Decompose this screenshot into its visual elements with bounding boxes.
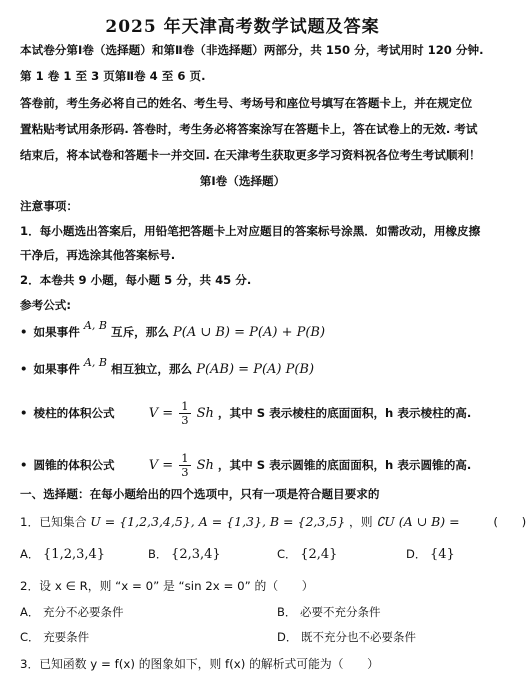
formula-2-vars: A, B — [83, 356, 107, 369]
section1-title: 第Ⅰ卷（选择题） — [199, 174, 286, 188]
part1-title: 一、选择题：在每小题给出的四个选项中，只有一项是符合题目要求的 — [20, 487, 380, 501]
formula-1-mid: 互斥，那么 — [110, 325, 169, 339]
formula-2-expr: P(AB) = P(A) P(B) — [196, 362, 315, 377]
question-1-post: ，则 — [348, 515, 373, 529]
intro-line-4: 置粘贴考试用条形码. 答卷时，考生务必将答案涂写在答题卡上，答在试卷上的无效. 考试 — [20, 122, 478, 136]
option-label: D． — [406, 547, 427, 561]
formula-3-lhs: V = — [148, 406, 174, 421]
formula-3-fraction — [179, 400, 190, 427]
notice-title: 注意事项： — [20, 199, 78, 213]
formula-row-4 — [20, 451, 472, 479]
intro-line-3: 答卷前，考生务必将自己的姓名、考生号、考场号和座位号填写在答题卡上，并在规定位 — [20, 96, 473, 110]
formula-3-rhs: Sh — [196, 406, 214, 421]
formula-1-expr: P(A ∪ B) = P(A) + P(B) — [173, 325, 326, 340]
question-2-option-c — [20, 629, 89, 645]
notice-line-2: 干净后，再选涂其他答案标号. — [20, 248, 176, 262]
intro-line-2: 第 1 卷 1 至 3 页第Ⅱ卷 4 至 6 页. — [20, 69, 206, 83]
formula-row-2 — [20, 356, 468, 377]
question-1-option-c — [277, 546, 337, 562]
formula-title: 参考公式: — [20, 298, 72, 312]
fraction-denominator: 3 — [181, 465, 189, 479]
formula-2-mid: 相互独立，那么 — [110, 362, 193, 376]
question-2-option-d — [277, 629, 416, 645]
option-text: {2,4} — [300, 547, 338, 562]
bullet: • — [20, 325, 28, 339]
question-2-option-a — [20, 604, 124, 620]
option-text: 既不充分也不必要条件 — [301, 630, 417, 644]
formula-row-3 — [20, 399, 472, 427]
bullet: • — [20, 362, 28, 376]
question-1-sets: U = {1,2,3,4,5}, A = {1,3}, B = {2,3,5} — [90, 514, 346, 529]
question-1-option-a — [20, 546, 105, 562]
formula-3-label: 棱柱的体积公式 — [33, 406, 115, 420]
page-title: 2025 年天津高考数学试题及答案 — [105, 17, 380, 37]
fraction-numerator: 1 — [181, 451, 189, 465]
formula-1-vars: A, B — [83, 319, 107, 332]
question-1-expr: ∁U (A ∪ B) = — [376, 514, 460, 529]
option-label: C． — [277, 547, 297, 561]
option-label: D． — [277, 630, 298, 644]
option-text: {2,3,4} — [171, 547, 221, 562]
intro-line-1: 本试卷分第Ⅰ卷（选择题）和第Ⅱ卷（非选择题）两部分，共 150 分，考试用时 120 分钟. — [20, 43, 484, 57]
option-label: A． — [20, 605, 40, 619]
formula-4-label: 圆锥的体积公式 — [33, 458, 115, 472]
option-label: B． — [277, 605, 297, 619]
question-1-pre: 1．已知集合 — [20, 515, 87, 529]
option-text: 必要不充分条件 — [300, 605, 381, 619]
formula-row-1 — [20, 319, 468, 340]
option-text: 充分不必要条件 — [43, 605, 124, 619]
formula-4-fraction — [179, 452, 190, 479]
question-1-stem — [20, 514, 526, 530]
formula-4-lhs: V = — [148, 458, 174, 473]
question-1-option-d — [406, 546, 455, 562]
formula-4-rhs: Sh — [196, 458, 214, 473]
formula-4-desc: ，其中 S 表示圆锥的底面面积，h 表示圆锥的高. — [217, 458, 472, 472]
fraction-denominator: 3 — [181, 413, 189, 427]
notice-line-3: 2．本卷共 9 小题，每小题 5 分，共 45 分. — [20, 273, 252, 287]
option-label: A． — [20, 547, 40, 561]
option-label: C． — [20, 630, 40, 644]
option-label: B． — [148, 547, 168, 561]
bullet: • — [20, 406, 28, 420]
option-text: {4} — [430, 547, 455, 562]
notice-line-1: 1．每小题选出答案后，用铅笔把答题卡上对应题目的答案标号涂黑．如需改动，用橡皮擦 — [20, 224, 481, 238]
fraction-numerator: 1 — [181, 399, 189, 413]
question-2-stem: 2．设 x ∈ R，则 “x = 0” 是 “sin 2x = 0” 的（ ） — [20, 579, 314, 593]
question-1-option-b — [148, 546, 221, 562]
option-text: {1,2,3,4} — [43, 547, 106, 562]
formula-2-pre: 如果事件 — [33, 362, 80, 376]
question-1-paren: ( ) — [493, 515, 526, 529]
question-3-stem: 3．已知函数 y = f(x) 的图象如下，则 f(x) 的解析式可能为（ ） — [20, 657, 379, 671]
bullet: • — [20, 458, 28, 472]
question-2-option-b — [277, 604, 381, 620]
option-text: 充要条件 — [43, 630, 90, 644]
formula-1-pre: 如果事件 — [33, 325, 80, 339]
intro-line-5: 结束后，将本试卷和答题卡一并交回. 在天津考生获取更多学习资料祝各位考生考试顺利！ — [20, 148, 481, 162]
formula-3-desc: ，其中 S 表示棱柱的底面面积，h 表示棱柱的高. — [217, 406, 472, 420]
